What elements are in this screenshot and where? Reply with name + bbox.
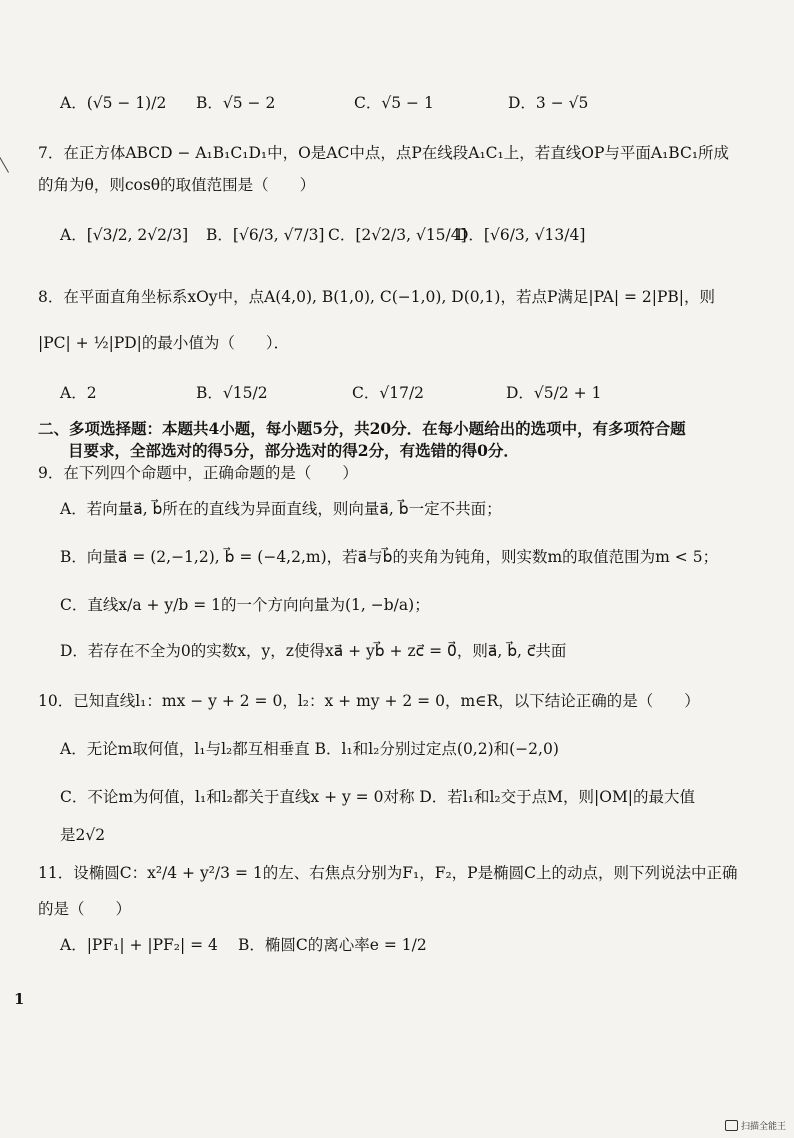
q10-options-cd: C．不论m为何值，l₁和l₂都关于直线x + y = 0对称 D．若l₁和l₂交于点M，则|OM|的最大值 bbox=[60, 788, 696, 806]
scanner-logo-icon bbox=[725, 1120, 738, 1131]
q6-option-a: A．(√5 − 1)/2 bbox=[60, 94, 167, 112]
q7-option-a: A．[√3/2, 2√2/3] bbox=[60, 226, 189, 244]
q9-option-b: B．向量a⃗ = (2,−1,2), b⃗ = (−4,2,m)，若a⃗与b⃗的夹角为钝角，则实数m的取值范围为m < 5； bbox=[60, 548, 719, 566]
q7-stem-line2: 的角为θ，则cosθ的取值范围是（ ） bbox=[38, 176, 316, 194]
q9-option-d: D．若存在不全为0的实数x，y，z使得xa⃗ + yb⃗ + zc⃗ = 0⃗，则a⃗, b⃗, c⃗共面 bbox=[60, 642, 567, 660]
section2-heading-line2: 目要求，全部选对的得5分，部分选对的得2分，有选错的得0分． bbox=[68, 441, 519, 460]
watermark-text: 扫描全能王 bbox=[740, 1122, 786, 1132]
section2-heading-line1: 二、多项选择题：本题共4小题，每小题5分，共20分．在每小题给出的选项中，有多项符合题 bbox=[38, 419, 686, 438]
q8-stem-line2: |PC| + ½|PD|的最小值为（ ）． bbox=[38, 334, 290, 352]
q7-stem-line1: 7．在正方体ABCD − A₁B₁C₁D₁中，O是AC中点，点P在线段A₁C₁上，若直线OP与平面A₁BC₁所成 bbox=[38, 144, 730, 162]
q9-option-c: C．直线x/a + y/b = 1的一个方向向量为(1, −b/a)； bbox=[60, 596, 430, 614]
q11-option-b: B．椭圆C的离心率e = 1/2 bbox=[238, 936, 427, 954]
q6-option-b: B．√5 − 2 bbox=[196, 94, 276, 112]
q8-option-a: A．2 bbox=[60, 384, 97, 402]
q10-options-cd-cont: 是2√2 bbox=[60, 826, 106, 844]
q9-stem: 9．在下列四个命题中，正确命题的是（ ） bbox=[38, 464, 358, 482]
q8-option-d: D．√5/2 + 1 bbox=[506, 384, 602, 402]
q8-option-b: B．√15/2 bbox=[196, 384, 268, 402]
q6-option-d: D．3 − √5 bbox=[508, 94, 589, 112]
q9-option-a: A．若向量a⃗, b⃗所在的直线为异面直线，则向量a⃗, b⃗一定不共面； bbox=[60, 500, 502, 518]
q11-option-a: A．|PF₁| + |PF₂| = 4 bbox=[60, 936, 218, 954]
q11-stem-line1: 11．设椭圆C：x²/4 + y²/3 = 1的左、右焦点分别为F₁，F₂，P是椭圆C上的动点，则下列说法中正确 bbox=[38, 864, 738, 882]
q7-option-b: B．[√6/3, √7/3] bbox=[206, 226, 325, 244]
page-number: 1 bbox=[14, 990, 25, 1008]
q10-options-ab: A．无论m取何值，l₁与l₂都互相垂直 B．l₁和l₂分别过定点(0,2)和(−2,0) bbox=[60, 740, 559, 758]
q11-stem-line2: 的是（ ） bbox=[38, 900, 132, 918]
q7-option-d: D．[√6/3, √13/4] bbox=[456, 226, 586, 244]
q8-option-c: C．√17/2 bbox=[352, 384, 425, 402]
q10-stem: 10．已知直线l₁：mx − y + 2 = 0，l₂：x + my + 2 = 0，m∈R，以下结论正确的是（ ） bbox=[38, 692, 700, 710]
margin-mark bbox=[0, 149, 16, 173]
q8-stem-line1: 8．在平面直角坐标系xOy中，点A(4,0), B(1,0), C(−1,0), D(0,1)，若点P满足|PA| = 2|PB|，则 bbox=[38, 288, 716, 306]
q7-option-c: C．[2√2/3, √15/4] bbox=[328, 226, 467, 244]
q6-option-c: C．√5 − 1 bbox=[354, 94, 434, 112]
scanner-watermark bbox=[725, 1119, 786, 1132]
